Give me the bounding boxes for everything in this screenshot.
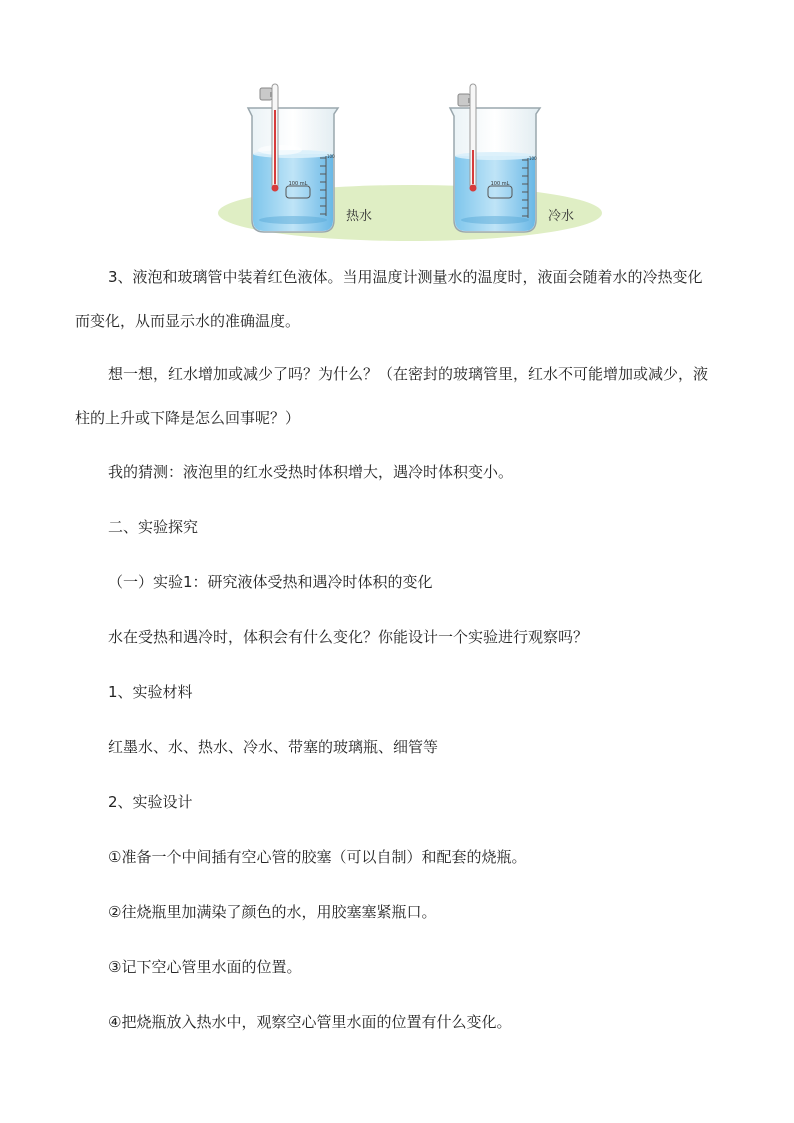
beakers-illustration (200, 80, 610, 250)
experiment-1-title: （一）实验1：研究液体受热和遇冷时体积的变化 (108, 573, 433, 591)
cold-water-label: 冷水 (548, 209, 575, 224)
design-step-1: ①准备一个中间插有空心管的胶塞（可以自制）和配套的烧瓶。 (108, 848, 527, 866)
my-guess: 我的猜测：液泡里的红水受热时体积增大，遇冷时体积变小。 (108, 463, 514, 481)
design-heading: 2、实验设计 (108, 793, 193, 811)
materials-heading: 1、实验材料 (108, 683, 193, 701)
hot-water-label: 热水 (346, 209, 373, 224)
cold-beaker-volume-label: 100 mL (490, 181, 510, 187)
paragraph-thermometer-principle: 3、液泡和玻璃管中装着红色液体。当用温度计测量水的温度时，液面会随着水的冷热变化而变化，从而显示水的准确温度。 (75, 268, 703, 330)
materials-list: 红墨水、水、热水、冷水、带塞的玻璃瓶、细管等 (108, 738, 439, 756)
hot-beaker-volume-label: 100 mL (288, 181, 308, 187)
experiment-question: 水在受热和遇冷时，体积会有什么变化？你能设计一个实验进行观察吗？ (108, 628, 589, 646)
design-step-4: ④把烧瓶放入热水中，观察空心管里水面的位置有什么变化。 (108, 1013, 512, 1031)
design-step-3: ③记下空心管里水面的位置。 (108, 958, 302, 976)
paragraph-think-question: 想一想，红水增加或减少了吗？为什么？（在密封的玻璃管里，红水不可能增加或减少，液柱的上升或下降是怎么回事呢？） (75, 365, 709, 427)
beakers-figure (200, 80, 610, 250)
hot-beaker-scale-top: 100 (327, 154, 335, 159)
cold-water-beaker (450, 108, 540, 232)
section-heading-experiment: 二、实验探究 (108, 518, 199, 536)
hot-water-beaker (248, 108, 338, 232)
design-step-2: ②往烧瓶里加满染了颜色的水，用胶塞塞紧瓶口。 (108, 903, 437, 921)
cold-beaker-scale-top: 100 (529, 156, 537, 161)
